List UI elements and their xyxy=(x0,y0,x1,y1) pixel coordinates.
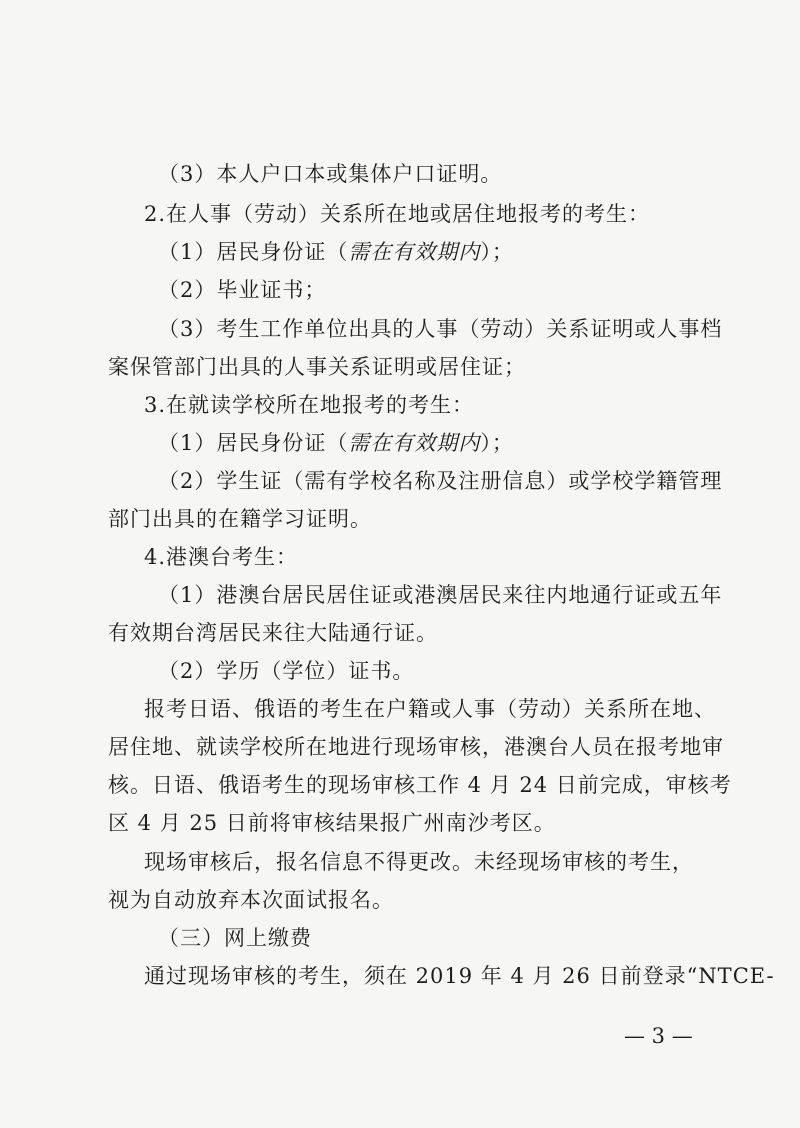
paragraph-line: （1）港澳台居民居住证或港澳居民来往内地通行证或五年 xyxy=(158,583,723,607)
paragraph-line: 报考日语、俄语的考生在户籍或人事（劳动）关系所在地、 xyxy=(144,697,716,721)
paragraph-line: 核。日语、俄语考生的现场审核工作 4 月 24 日前完成，审核考 xyxy=(108,773,732,797)
paragraph-line: （2）学历（学位）证书。 xyxy=(158,659,415,683)
paragraph-line xyxy=(158,429,514,457)
paragraph-line: 视为自动放弃本次面试报名。 xyxy=(108,888,394,912)
paragraph-line: 现场审核后，报名信息不得更改。未经现场审核的考生， xyxy=(144,850,694,874)
paragraph-line: 区 4 月 25 日前将审核结果报广州南沙考区。 xyxy=(108,811,556,835)
paragraph-line: 通过现场审核的考生，须在 2019 年 4 月 26 日前登录“NTCE- xyxy=(144,964,775,988)
validity-note: 需在有效期内 xyxy=(348,240,481,264)
paragraph-line: 居住地、就读学校所在地进行现场审核，港澳台人员在报考地审 xyxy=(108,735,724,759)
paragraph-line: （2）毕业证书； xyxy=(158,278,327,302)
paragraph-line: 有效期台湾居民来往大陆通行证。 xyxy=(108,621,438,645)
paragraph-line: 4.港澳台考生： xyxy=(144,545,299,569)
page-number: — 3 — xyxy=(624,1024,693,1048)
paragraph-line: 案保管部门出具的人事关系证明或居住证； xyxy=(108,355,526,379)
paragraph-line: 部门出具的在籍学习证明。 xyxy=(108,507,372,531)
line-text: （1）居民身份证（ xyxy=(158,431,349,455)
paragraph-line: （3）考生工作单位出具的人事（劳动）关系证明或人事档 xyxy=(158,317,723,341)
paragraph-line: 3.在就读学校所在地报考的考生： xyxy=(144,393,475,417)
line-suffix: ）； xyxy=(480,431,514,455)
paragraph-line: （3）本人户口本或集体户口证明。 xyxy=(158,162,503,186)
section-heading: （三）网上缴费 xyxy=(158,926,312,950)
paragraph-line: （2）学生证（需有学校名称及注册信息）或学校学籍管理 xyxy=(158,469,723,493)
line-suffix: ）； xyxy=(480,240,514,264)
validity-note: 需在有效期内 xyxy=(348,431,481,455)
line-text: （1）居民身份证（ xyxy=(158,240,349,264)
paragraph-line xyxy=(158,238,514,266)
paragraph-line: 2.在人事（劳动）关系所在地或居住地报考的考生： xyxy=(144,202,651,226)
